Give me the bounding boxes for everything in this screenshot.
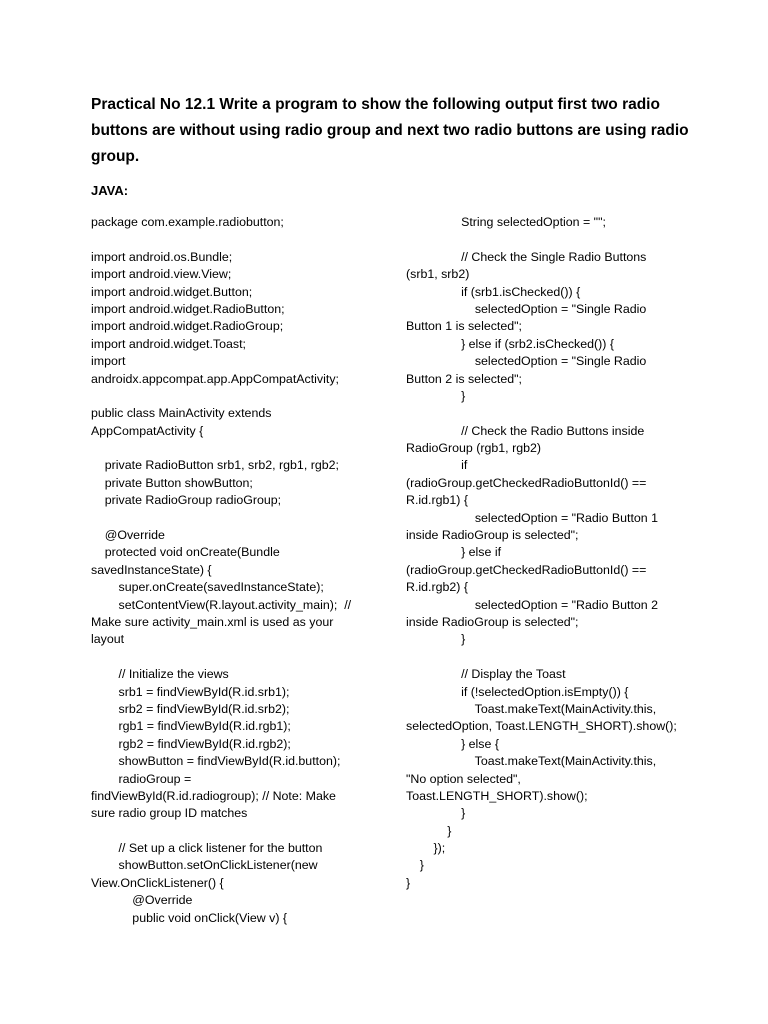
code-line: if (!selectedOption.isEmpty()) { <box>406 684 629 699</box>
code-line: srb1 = findViewById(R.id.srb1); <box>91 684 290 699</box>
code-line: } <box>406 858 424 873</box>
code-line: Toast.LENGTH_SHORT).show(); <box>406 788 588 803</box>
code-line: } else if <box>406 545 502 560</box>
code-line: super.onCreate(savedInstanceState); <box>91 580 324 595</box>
code-line: String selectedOption = ""; <box>406 215 606 229</box>
code-line: } <box>406 388 466 403</box>
code-line: private RadioGroup radioGroup; <box>91 493 282 508</box>
code-line: (radioGroup.getCheckedRadioButtonId() == <box>406 475 647 490</box>
code-line: // Check the Radio Buttons inside <box>406 423 645 438</box>
code-line <box>91 231 391 248</box>
code-line: RadioGroup (rgb1, rgb2) <box>406 441 541 456</box>
code-line: Toast.makeText(MainActivity.this, <box>406 754 657 769</box>
code-line: showButton = findViewById(R.id.button); <box>91 754 341 769</box>
code-line <box>91 388 391 405</box>
code-line: R.id.rgb1) { <box>406 493 468 508</box>
code-line: selectedOption = "Radio Button 2 <box>406 597 658 612</box>
code-line: private Button showButton; <box>91 475 253 490</box>
code-line: } else if (srb2.isChecked()) { <box>406 336 614 351</box>
code-line: Toast.makeText(MainActivity.this, <box>406 701 657 716</box>
code-line: "No option selected", <box>406 771 521 786</box>
code-line <box>406 231 706 248</box>
code-line <box>91 649 391 666</box>
code-line: import android.widget.RadioButton; <box>91 301 285 316</box>
code-column-left <box>91 214 391 927</box>
code-line: layout <box>91 632 125 647</box>
code-line: inside RadioGroup is selected"; <box>406 614 579 629</box>
code-line <box>91 440 391 457</box>
code-line: import android.widget.Toast; <box>91 336 246 351</box>
code-line: View.OnClickListener() { <box>91 875 224 890</box>
section-label-java: JAVA: <box>91 183 129 198</box>
code-line: findViewById(R.id.radiogroup); // Note: Make <box>91 788 336 803</box>
code-line: rgb1 = findViewById(R.id.rgb1); <box>91 719 291 734</box>
code-line: if (srb1.isChecked()) { <box>406 284 581 299</box>
code-line: private RadioButton srb1, srb2, rgb1, rgb2; <box>91 458 339 473</box>
code-line <box>91 510 391 527</box>
code-line: setContentView(R.layout.activity_main); // <box>91 597 352 612</box>
code-line: radioGroup = <box>91 771 192 786</box>
code-line: } <box>406 806 466 821</box>
code-line: androidx.appcompat.app.AppCompatActivity; <box>91 371 339 386</box>
code-line: selectedOption, Toast.LENGTH_SHORT).show(); <box>406 719 677 734</box>
code-line: selectedOption = "Radio Button 1 <box>406 510 658 525</box>
code-line: showButton.setOnClickListener(new <box>91 858 318 873</box>
code-line: Button 1 is selected"; <box>406 319 522 334</box>
code-line: }); <box>406 841 446 856</box>
code-line: // Set up a click listener for the button <box>91 841 323 856</box>
code-line <box>406 405 706 422</box>
code-line: R.id.rgb2) { <box>406 580 468 595</box>
code-line: Button 2 is selected"; <box>406 371 522 386</box>
code-line: sure radio group ID matches <box>91 806 248 821</box>
code-line: } <box>406 823 452 838</box>
code-line: import android.widget.Button; <box>91 284 253 299</box>
code-line: @Override <box>91 528 165 543</box>
document-title: Practical No 12.1 Write a program to show the following output first two radio buttons are without using radio group and next two radio buttons are using radio group. <box>91 96 689 165</box>
code-line: import android.widget.RadioGroup; <box>91 319 284 334</box>
code-line: } <box>406 875 411 890</box>
code-line: if <box>406 458 468 473</box>
code-line: srb2 = findViewById(R.id.srb2); <box>91 701 290 716</box>
code-line: } <box>406 632 466 647</box>
code-line: selectedOption = "Single Radio <box>406 301 647 316</box>
code-line: (radioGroup.getCheckedRadioButtonId() == <box>406 562 647 577</box>
code-line: (srb1, srb2) <box>406 267 470 282</box>
code-line: rgb2 = findViewById(R.id.rgb2); <box>91 736 291 751</box>
code-line: inside RadioGroup is selected"; <box>406 528 579 543</box>
code-line: @Override <box>91 893 193 908</box>
code-column-right <box>406 214 706 892</box>
code-line: // Display the Toast <box>406 667 566 682</box>
code-line: package com.example.radiobutton; <box>91 215 284 229</box>
code-line <box>406 649 706 666</box>
code-line: AppCompatActivity { <box>91 423 204 438</box>
code-line: import android.view.View; <box>91 267 232 282</box>
code-line: protected void onCreate(Bundle <box>91 545 280 560</box>
code-line: public class MainActivity extends <box>91 406 272 421</box>
code-line: selectedOption = "Single Radio <box>406 354 647 369</box>
code-line: import android.os.Bundle; <box>91 249 233 264</box>
code-line: public void onClick(View v) { <box>91 910 288 925</box>
code-line: savedInstanceState) { <box>91 562 212 577</box>
code-line: // Initialize the views <box>91 667 229 682</box>
code-line <box>91 823 391 840</box>
code-line: // Check the Single Radio Buttons <box>406 249 647 264</box>
code-line: import <box>91 354 126 369</box>
code-line: Make sure activity_main.xml is used as your <box>91 614 334 629</box>
code-line: } else { <box>406 736 499 751</box>
